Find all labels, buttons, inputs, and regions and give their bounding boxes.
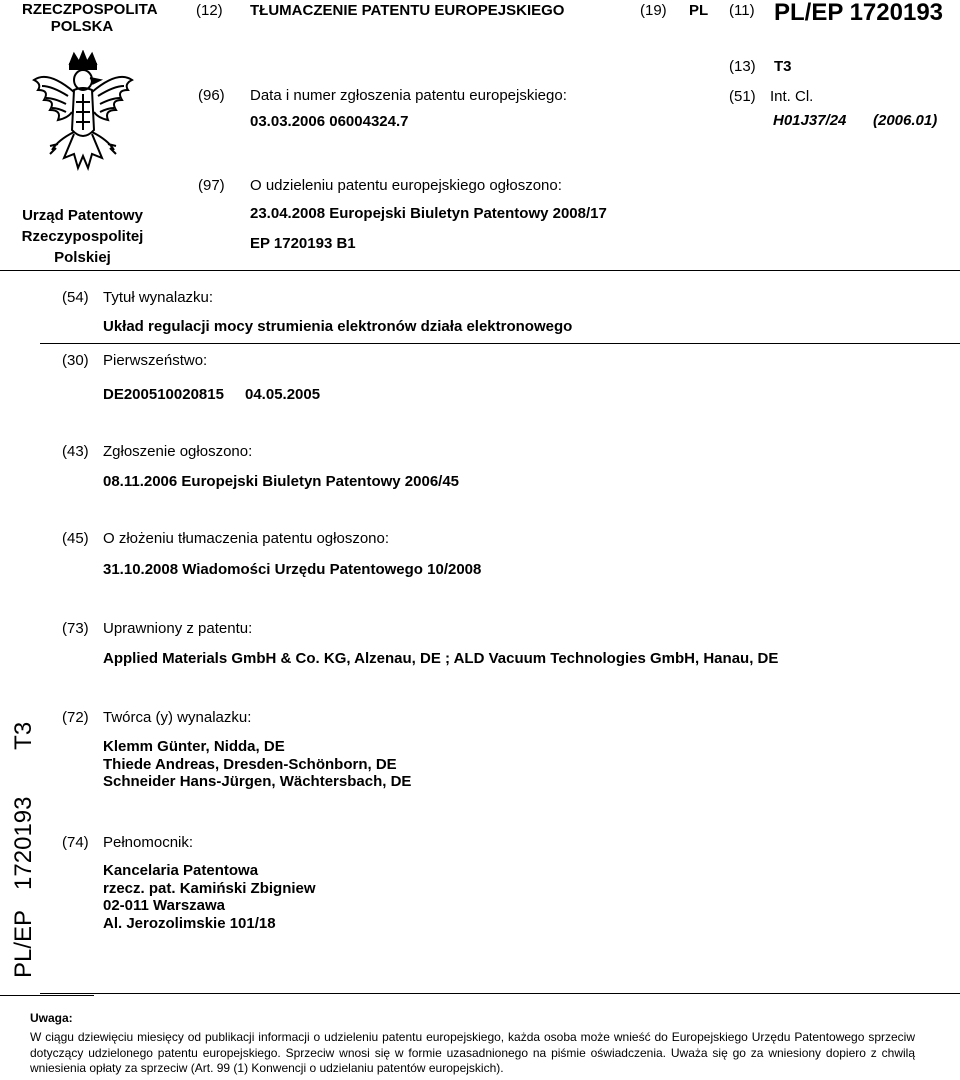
inventor-1: Klemm Günter, Nidda, DE — [103, 738, 285, 755]
side-patent-label — [10, 722, 38, 978]
attorney-line-3: 02-011 Warszawa — [103, 897, 226, 914]
office-line-3: Polskiej — [54, 249, 111, 266]
bottom-divider-short — [0, 995, 94, 996]
country-line-2: POLSKA — [50, 18, 114, 35]
code-43: (43) — [62, 443, 89, 460]
side-kind: T3 — [10, 721, 37, 750]
polish-eagle-emblem-icon — [28, 50, 138, 178]
attorney-line-1: Kancelaria Patentowa — [103, 862, 259, 879]
note-text: W ciągu dziewięciu miesięcy od publikacji informacji o udzieleniu patentu europejskiego, każda osoba może wnieść do Europejskiego Urzędu Patentowego sprzeciw dotyczący udzielonego patentu europejskiego. Sprzeciw wnosi się w formie uzasadnionego na piśmie oświadczenia. Uważa się go za wniesiony dopiero z chwilą wniesienia opłaty za sprzeciw (Art. 99 (1) Konwencji o udzielaniu patentów europejskich). — [30, 1030, 915, 1075]
inventors-list — [103, 738, 411, 791]
document-kind: TŁUMACZENIE PATENTU EUROPEJSKIEGO — [250, 2, 565, 19]
field-72-label: Twórca (y) wynalazku: — [103, 709, 252, 726]
attorney-line-2: rzecz. pat. Kamiński Zbigniew — [103, 879, 316, 897]
office-name — [10, 205, 155, 268]
attorney-list — [103, 862, 316, 932]
inventor-3: Schneider Hans-Jürgen, Wächtersbach, DE — [103, 773, 412, 790]
title-divider — [40, 343, 960, 344]
side-prefix: PL/EP — [10, 909, 37, 978]
note-title: Uwaga: — [30, 1011, 73, 1025]
int-cl-label: Int. Cl. — [770, 88, 814, 105]
field-45-label: O złożeniu tłumaczenia patentu ogłoszono: — [103, 530, 390, 547]
code-97: (97) — [198, 177, 225, 194]
field-97-label: O udzieleniu patentu europejskiego ogłoszono: — [250, 177, 562, 194]
code-30: (30) — [62, 352, 89, 369]
office-line-1: Urząd Patentowy — [22, 207, 143, 224]
code-45: (45) — [62, 530, 89, 547]
patent-owner: Applied Materials GmbH & Co. KG, Alzenau, DE ; ALD Vacuum Technologies GmbH, Hanau, DE — [103, 650, 779, 667]
field-97-value-1: 23.04.2008 Europejski Biuletyn Patentowy 2008/17 — [250, 205, 607, 222]
country-line-1: RZECZPOSPOLITA — [22, 1, 158, 18]
priority-number: DE200510020815 — [103, 386, 224, 403]
field-45-value: 31.10.2008 Wiadomości Urzędu Patentowego 10/2008 — [103, 561, 482, 578]
priority-date: 04.05.2005 — [245, 386, 321, 403]
country-name — [22, 1, 158, 35]
bottom-divider — [40, 993, 960, 994]
field-43-value: 08.11.2006 Europejski Biuletyn Patentowy 2006/45 — [103, 473, 460, 490]
country-code: PL — [689, 2, 709, 19]
attorney-line-4: Al. Jerozolimskie 101/18 — [103, 914, 276, 932]
field-97-value-2: EP 1720193 B1 — [250, 235, 356, 252]
field-43-label: Zgłoszenie ogłoszono: — [103, 443, 253, 460]
field-96-value: 03.03.2006 06004324.7 — [250, 113, 409, 130]
code-11: (11) — [729, 2, 755, 19]
int-cl-date: (2006.01) — [873, 112, 938, 129]
field-73-label: Uprawniony z patentu: — [103, 620, 253, 637]
kind-code: T3 — [774, 58, 792, 75]
code-19: (19) — [640, 2, 667, 19]
code-74: (74) — [62, 834, 89, 851]
field-30-label: Pierwszeństwo: — [103, 352, 208, 369]
code-12: (12) — [196, 2, 223, 19]
invention-title: Układ regulacji mocy strumienia elektronów działa elektronowego — [103, 318, 573, 335]
patent-number: PL/EP 1720193 — [774, 0, 944, 26]
office-line-2: Rzeczypospolitej — [21, 228, 144, 245]
code-96: (96) — [198, 87, 225, 104]
side-number: 1720193 — [10, 796, 37, 890]
field-74-label: Pełnomocnik: — [103, 834, 194, 851]
inventor-2: Thiede Andreas, Dresden-Schönborn, DE — [103, 755, 397, 773]
code-72: (72) — [62, 709, 89, 726]
code-54: (54) — [62, 289, 89, 306]
header-divider — [0, 270, 960, 271]
field-96-label: Data i numer zgłoszenia patentu europejskiego: — [250, 87, 567, 104]
code-51: (51) — [729, 88, 756, 105]
int-cl-value: H01J37/24 — [773, 112, 847, 129]
code-73: (73) — [62, 620, 89, 637]
field-54-label: Tytuł wynalazku: — [103, 289, 214, 306]
code-13: (13) — [729, 58, 756, 75]
